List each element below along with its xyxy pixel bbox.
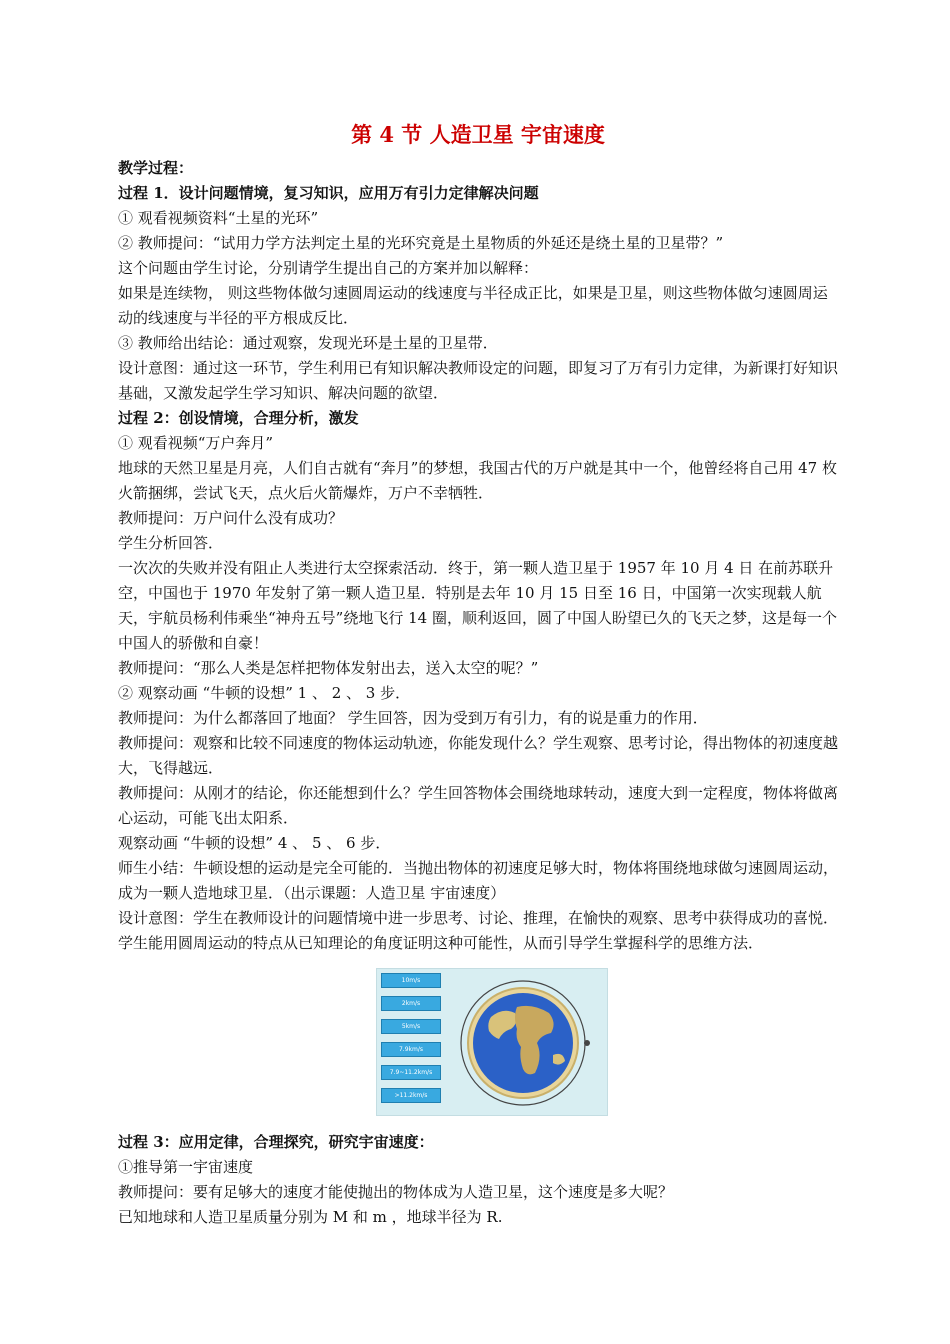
speed-button-4[interactable]: 7.9km/s <box>381 1042 441 1057</box>
paragraph: 地球的天然卫星是月亮，人们自古就有“奔月”的梦想，我国古代的万户就是其中一个，他曾经将自己用 47 枚火箭捆绑，尝试飞天，点火后火箭爆炸，万户不幸牺牲． <box>118 459 837 502</box>
globe-icon <box>453 977 593 1109</box>
paragraph: ① 观看视频资料“土星的光环” <box>118 209 319 227</box>
section-heading: 过程 1．设计问题情境，复习知识，应用万有引力定律解决问题 <box>118 184 539 202</box>
speed-button-6[interactable]: >11.2km/s <box>381 1088 441 1103</box>
speed-button-2[interactable]: 2km/s <box>381 996 441 1011</box>
paragraph: 设计意图：学生在教师设计的问题情境中进一步思考、讨论、推理，在愉快的观察、思考中获得成功的喜悦．学生能用圆周运动的特点从已知理论的角度证明这种可能性，从而引导学生掌握科学的思维方法． <box>118 909 839 952</box>
speed-button-5[interactable]: 7.9~11.2km/s <box>381 1065 441 1080</box>
paragraph: ①推导第一宇宙速度 <box>118 1158 254 1176</box>
paragraph: 观察动画 “牛顿的设想” 4 、 5 、 6 步． <box>118 834 391 852</box>
page-title: 第 4 节 人造卫星 宇宙速度 <box>351 122 605 147</box>
paragraph: ② 观察动画 “牛顿的设想” 1 、 2 、 3 步． <box>118 684 411 702</box>
paragraph: 这个问题由学生讨论，分别请学生提出自己的方案并加以解释： <box>118 259 539 277</box>
paragraph: 如果是连续物， 则这些物体做匀速圆周运动的线速度与半径成正比，如果是卫星，则这些物体做匀速圆周运动的线速度与半径的平方根成反比． <box>118 284 828 327</box>
paragraph: 师生小结：牛顿设想的运动是完全可能的．当抛出物体的初速度足够大时，物体将围绕地球做匀速圆周运动，成为一颗人造地球卫星．（出示课题：人造卫星 宇宙速度） <box>118 859 839 902</box>
speed-button-1[interactable]: 10m/s <box>381 973 441 988</box>
speed-button-3[interactable]: 5km/s <box>381 1019 441 1034</box>
paragraph: 已知地球和人造卫星质量分别为 M 和 m ，地球半径为 R. <box>118 1208 503 1226</box>
document-page <box>118 120 838 1230</box>
paragraph: 教师提问：为什么都落回了地面？ 学生回答，因为受到万有引力，有的说是重力的作用． <box>118 709 708 727</box>
section-heading: 教学过程： <box>118 159 194 177</box>
satellite-dot <box>584 1040 590 1046</box>
paragraph: ③ 教师给出结论：通过观察，发现光环是土星的卫星带． <box>118 334 498 352</box>
paragraphs-after <box>118 1130 838 1230</box>
paragraphs-before <box>118 156 838 956</box>
paragraph: 教师提问：“那么人类是怎样把物体发射出去，送入太空的呢？” <box>118 659 539 677</box>
paragraph: ① 观看视频“万户奔月” <box>118 434 274 452</box>
paragraph: 教师提问：从刚才的结论，你还能想到什么？学生回答物体会围绕地球转动，速度大到一定程度，物体将做离心运动，可能飞出太阳系． <box>118 784 839 827</box>
paragraph: 一次次的失败并没有阻止人类进行太空探索活动．终于，第一颗人造卫星于 1957 年 10 月 4 日 在前苏联升空，中国也于 1970 年发射了第一颗人造卫星．特别是去年 10 月 15 日至 16 日，中国第一次实现载人航天，宇航员杨利伟乘坐“神舟五号”绕地飞行 14 圈，顺利返回，圆了中国人盼望已久的飞天之梦，这是每一个中国人的骄傲和自豪！ <box>118 559 837 652</box>
paragraph: 学生分析回答． <box>118 534 224 552</box>
paragraph: 设计意图：通过这一环节，学生利用已有知识解决教师设定的问题，即复习了万有引力定律，为新课打好知识基础，又激发起学生学习知识、解决问题的欲望． <box>118 359 839 402</box>
section-heading: 过程 2：创设情境，合理分析，激发 <box>118 409 359 427</box>
paragraph: 教师提问：要有足够大的速度才能使抛出的物体成为人造卫星，这个速度是多大呢？ <box>118 1183 674 1201</box>
paragraph: 教师提问：万户问什么没有成功？ <box>118 509 344 527</box>
paragraph: 教师提问：观察和比较不同速度的物体运动轨迹，你能发现什么？学生观察、思考讨论，得出物体的初速度越大，飞得越远． <box>118 734 839 777</box>
section-heading: 过程 3：应用定律，合理探究，研究宇宙速度： <box>118 1133 434 1151</box>
newton-cannon-figure <box>376 968 608 1116</box>
paragraph: ② 教师提问：“试用力学方法判定土星的光环究竟是土星物质的外延还是绕土星的卫星带？” <box>118 234 724 252</box>
